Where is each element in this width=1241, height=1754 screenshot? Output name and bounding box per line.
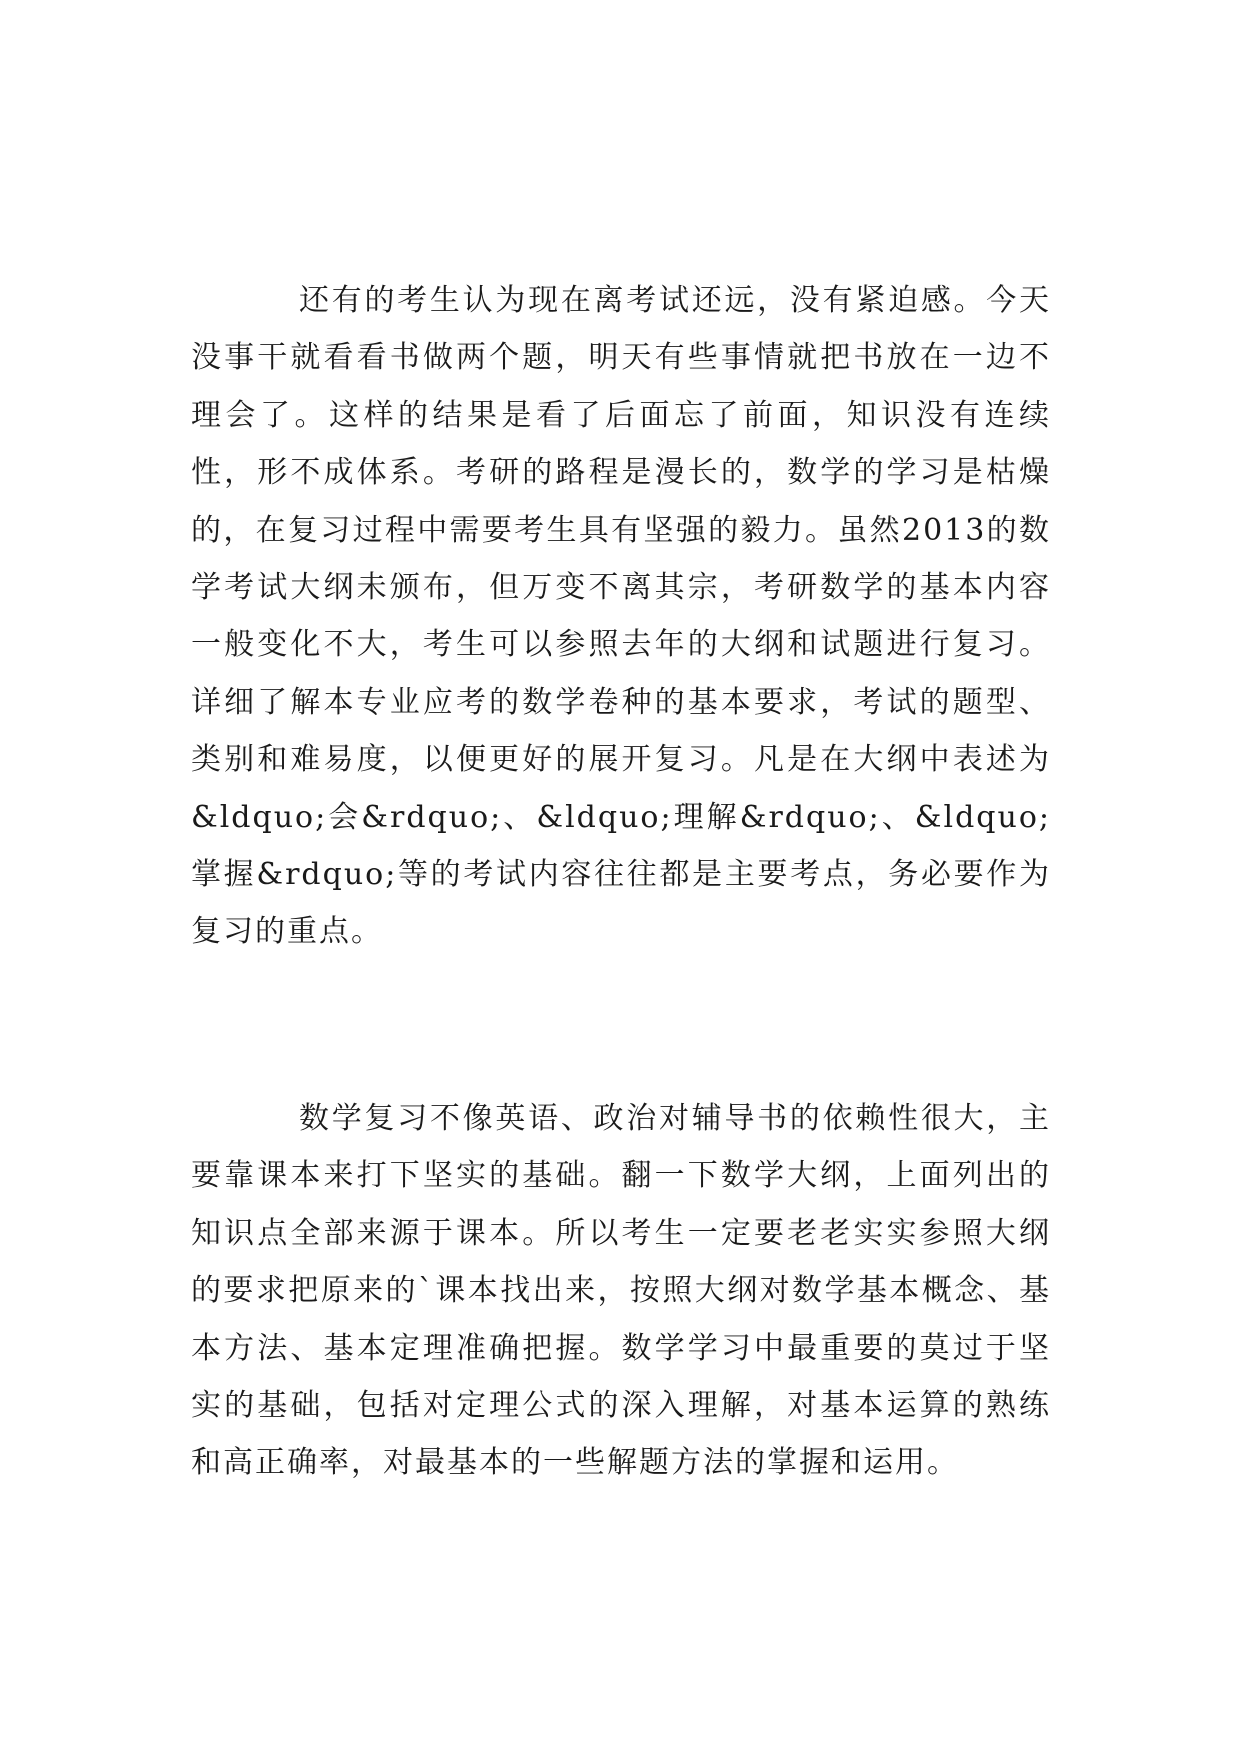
body-paragraph: 还有的考生认为现在离考试还远，没有紧迫感。今天没事干就看看书做两个题，明天有些事情就把书放在一边不理会了。这样的结果是看了后面忘了前面，知识没有连续性，形不成体系。考研的路程是漫长的，数学的学习是枯燥的，在复习过程中需要考生具有坚强的毅力。虽然2013的数学考试大纲未颁布，但万变不离其宗，考研数学的基本内容一般变化不大，考生可以参照去年的大纲和试题进行复习。详细了解本专业应考的数学卷种的基本要求，考试的题型、类别和难易度，以便更好的展开复习。凡是在大纲中表述为&ldquo;会&rdquo;、&ldquo;理解&rdquo;、&ldquo;掌握&rdquo;等的考试内容往往都是主要考点，务必要作为复习的重点。 <box>191 283 1051 950</box>
body-paragraph: 数学复习不像英语、政治对辅导书的依赖性很大，主要靠课本来打下坚实的基础。翻一下数学大纲，上面列出的知识点全部来源于课本。所以考生一定要老老实实参照大纲的要求把原来的`课本找出来，按照大纲对数学基本概念、基本方法、基本定理准确把握。数学学习中最重要的莫过于坚实的基础，包括对定理公式的深入理解，对基本运算的熟练和高正确率，对最基本的一些解题方法的掌握和运用。 <box>191 1101 1051 1481</box>
